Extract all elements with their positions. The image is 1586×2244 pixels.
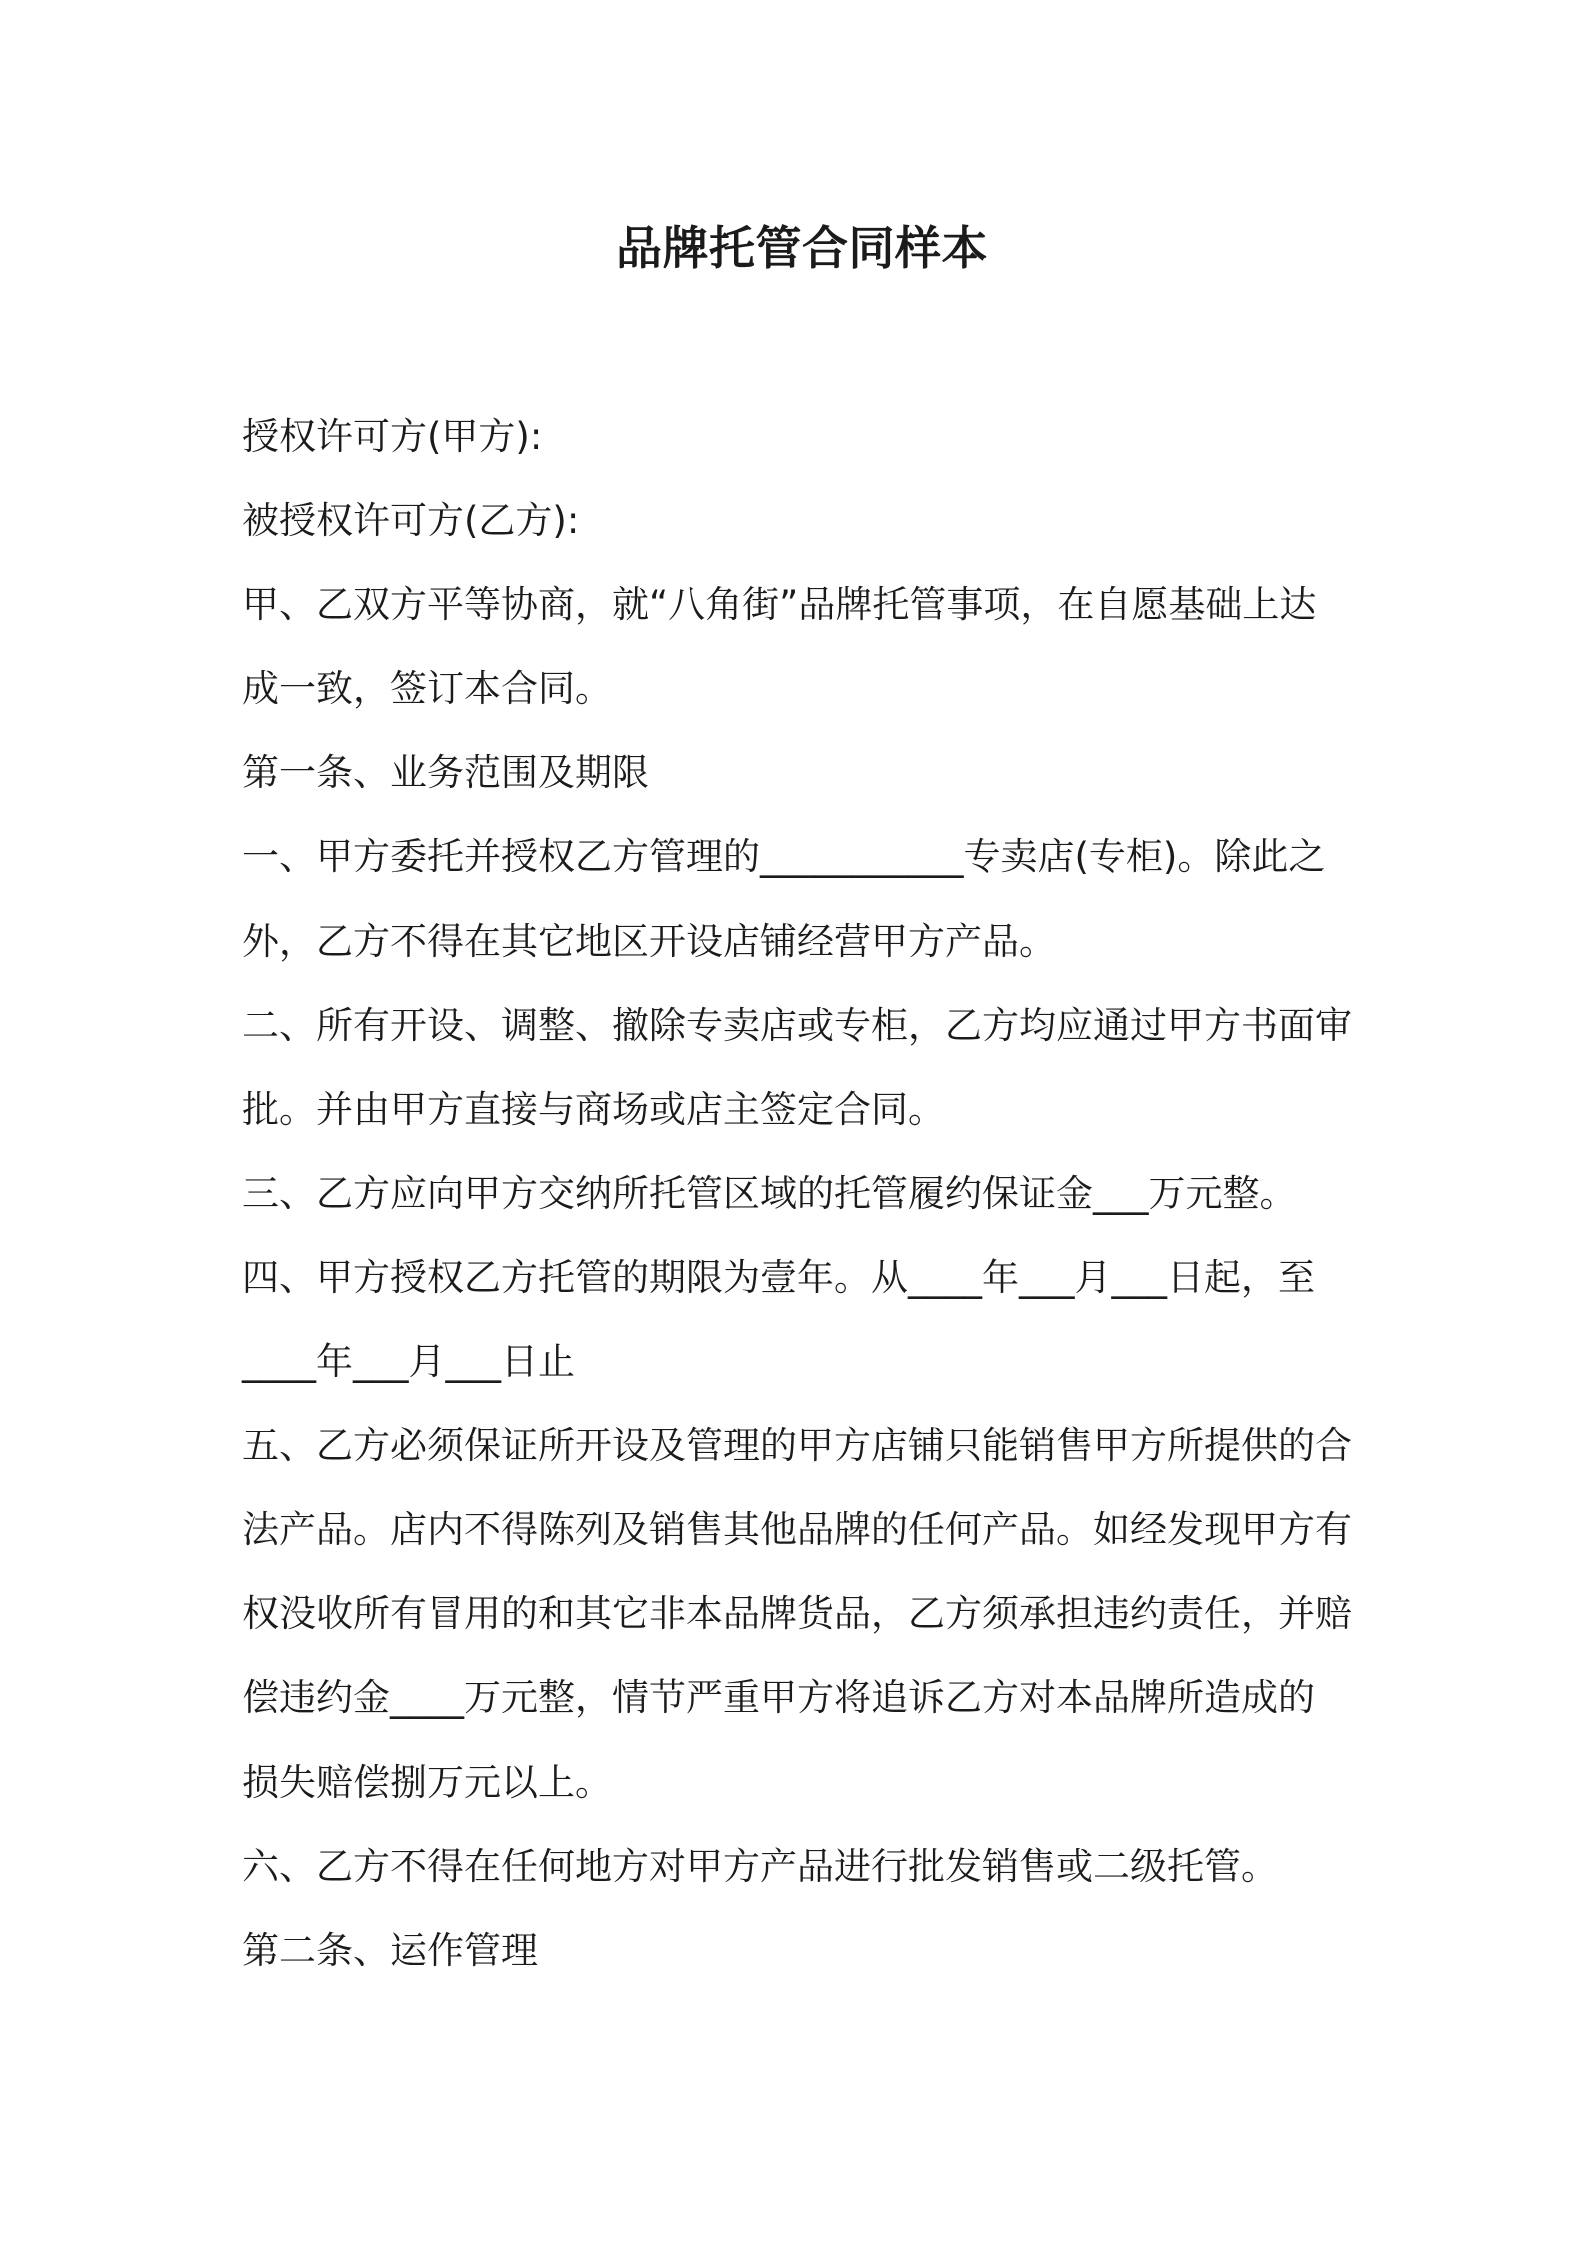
clause-line: 四、甲方授权乙方托管的期限为壹年。从____年___月___日起，至 [242,1255,1315,1299]
preamble-line: 甲、乙双方平等协商，就“八角街”品牌托管事项，在自愿基础上达 [242,583,1317,627]
clause-line: 三、乙方应向甲方交纳所托管区域的托管履约保证金___万元整。 [242,1171,1297,1215]
document-title: 品牌托管合同样本 [616,221,988,275]
clause-line: 损失赔偿捌万元以上。 [242,1760,612,1804]
clause-line: 二、所有开设、调整、撤除专卖店或专柜，乙方均应通过甲方书面审 [242,1003,1352,1047]
party-b-label: 被授权许可方(乙方): [242,499,580,543]
article-heading: 第二条、运作管理 [242,1928,538,1972]
clause-line: 五、乙方必须保证所开设及管理的甲方店铺只能销售甲方所提供的合 [242,1424,1352,1468]
clause-line: 外，乙方不得在其它地区开设店铺经营甲方产品。 [242,919,1056,963]
preamble-line: 成一致，签订本合同。 [242,667,612,711]
clause-line: 法产品。店内不得陈列及销售其他品牌的任何产品。如经发现甲方有 [242,1508,1352,1552]
clause-line: 一、甲方委托并授权乙方管理的___________专卖店(专柜)。除此之 [242,835,1326,879]
clause-line: 批。并由甲方直接与商场或店主签定合同。 [242,1087,945,1131]
clause-line: 偿违约金____万元整，情节严重甲方将追诉乙方对本品牌所造成的 [242,1676,1315,1720]
article-heading: 第一条、业务范围及期限 [242,751,649,795]
clause-line: 六、乙方不得在任何地方对甲方产品进行批发销售或二级托管。 [242,1844,1278,1888]
clause-line: ____年___月___日止 [242,1340,575,1384]
document-body [242,395,1442,1993]
clause-line: 权没收所有冒用的和其它非本品牌货品，乙方须承担违约责任，并赔 [242,1592,1352,1636]
party-a-label: 授权许可方(甲方): [242,415,543,458]
